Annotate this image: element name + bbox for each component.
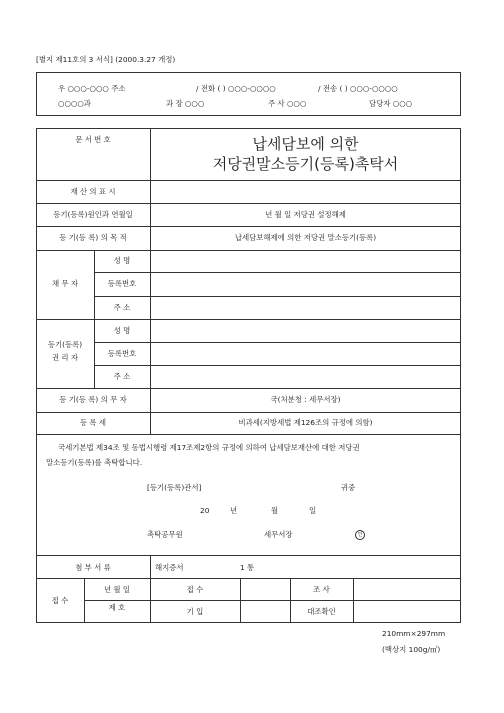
holder-name-label: 성 명 <box>113 326 131 335</box>
tax-value: 비과세(지방세법 제126조의 규정에 의함) <box>238 418 373 427</box>
obligor-reg-label: 등록번호 <box>107 279 137 288</box>
cause-date-value: 년 월 일 저당권 설정해제 <box>265 210 346 219</box>
commissioner-label: 촉탁공무원 <box>147 530 183 539</box>
verify-label: 대조확인 <box>307 607 336 616</box>
row-line <box>36 578 461 579</box>
purpose-value: 납세담보해제에 의한 저당권 말소등기(등록) <box>234 233 377 242</box>
sender-zip-address: 우 ○○○-○○○ 주소 <box>58 84 126 93</box>
officer-in-charge: 담당자 ○○○ <box>369 99 413 108</box>
col-line <box>290 578 291 623</box>
addressee: 귀중 <box>341 483 356 492</box>
receipt-number-label: 제 호 <box>108 603 126 612</box>
office-label: [등기(등록)관서] <box>147 483 202 492</box>
body-text-line1: 국세기본법 제34조 및 동법시행령 제17조제2항의 규정에 의하여 납세담보재산에 대한 저당권 <box>58 443 360 452</box>
row-line <box>36 388 461 389</box>
holder-label-line1: 등기(등록) <box>47 340 83 349</box>
paper-size: 210mm×297mm <box>382 629 446 638</box>
date-month-unit: 월 <box>271 506 279 515</box>
commissioner-title: 세무서장 <box>264 530 293 539</box>
row-line <box>36 412 461 413</box>
col-line <box>150 128 151 435</box>
obligor-address-label: 주 소 <box>113 303 131 312</box>
sender-fax: / 전송 ( ) ○○○-○○○○ <box>318 84 398 93</box>
sender-phone: / 전화 ( ) ○○○-○○○○ <box>196 84 276 93</box>
holder-reg-label: 등록번호 <box>107 349 137 358</box>
date-year: 20 <box>200 506 210 515</box>
sender-department: ○○○○과 <box>58 99 91 108</box>
col-line <box>84 578 85 623</box>
receipt-date-label: 년 월 일 <box>103 585 131 594</box>
doc-number-label: 문 서 번 호 <box>75 135 111 144</box>
attachment-count: 1 통 <box>240 563 255 572</box>
document-title-line2: 저당권말소등기(등록)촉탁서 <box>212 155 399 173</box>
col-line <box>240 578 241 623</box>
row-line <box>36 250 461 251</box>
cause-date-label: 등기(등록)원인과 연월일 <box>53 210 133 219</box>
body-text-line2: 말소등기(등록)를 촉탁합니다. <box>46 458 143 467</box>
sender-info-box <box>36 72 461 116</box>
row-line <box>36 226 461 227</box>
duty-value: 국(처분청 : 세무서장) <box>270 395 341 404</box>
attachment-label: 첨 부 서 류 <box>75 563 111 572</box>
form-tag: [별지 제11호의 3 서식] (2000.3.27 개정) <box>36 55 176 64</box>
col-line <box>94 250 95 389</box>
row-line <box>36 203 461 204</box>
document-title-line1: 납세담보에 의한 <box>252 135 359 153</box>
date-year-unit: 년 <box>230 506 238 515</box>
row-line <box>36 180 461 181</box>
review-label: 조 사 <box>313 585 330 594</box>
row-line <box>36 319 461 320</box>
date-day-unit: 일 <box>309 506 317 515</box>
col-line <box>353 578 354 623</box>
paper-spec: (백상지 100g/㎡) <box>382 645 441 654</box>
receipt-header: 접 수 <box>186 585 204 594</box>
row-line <box>36 555 461 556</box>
attachment-value: 해지증서 <box>155 563 184 572</box>
row-line <box>84 600 461 601</box>
obligor-name-label: 성 명 <box>113 256 131 265</box>
property-label: 재 산 의 표 시 <box>70 187 116 196</box>
tax-label: 등 록 세 <box>79 418 107 427</box>
purpose-label: 등 기(등 록) 의 목 적 <box>59 233 127 242</box>
holder-label-line2: 권 리 자 <box>51 353 79 362</box>
row-line <box>36 434 461 435</box>
section-chief: 과 장 ○○○ <box>166 99 205 108</box>
holder-address-label: 주 소 <box>113 372 131 381</box>
officer: 주 사 ○○○ <box>268 99 307 108</box>
entry-label: 기 입 <box>186 607 204 616</box>
receipt-label: 접 수 <box>51 596 69 605</box>
obligor-label: 채 무 자 <box>51 279 79 288</box>
duty-label: 등 기(등 록) 의 무 자 <box>59 395 127 404</box>
seal-mark: 인 <box>355 530 365 540</box>
